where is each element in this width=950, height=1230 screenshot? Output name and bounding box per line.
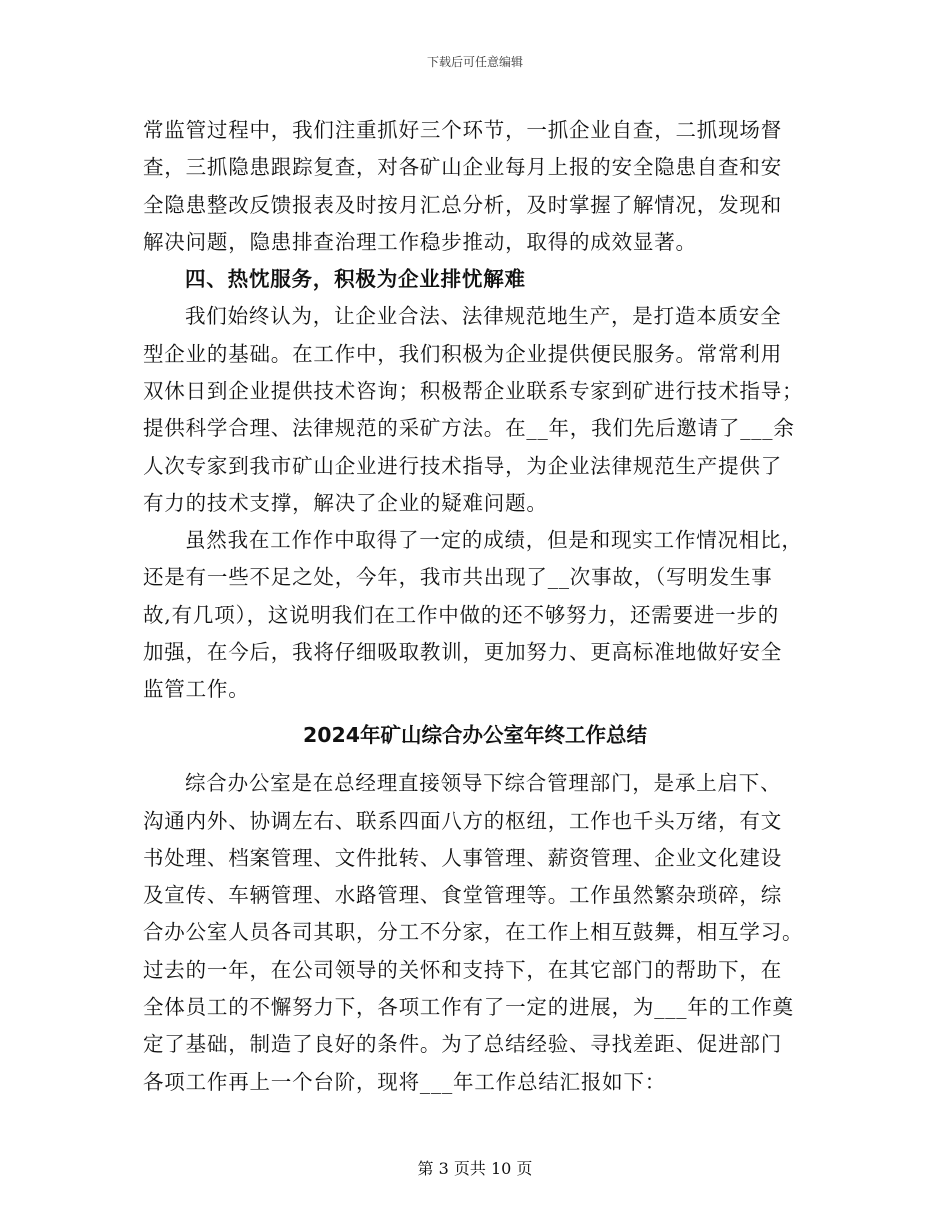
paragraph-line: 虽然我在工作作中取得了一定的成绩，但是和现实工作情况相比， [185, 528, 803, 552]
document-title: 2024年矿山综合办公室年终工作总结 [302, 723, 648, 747]
paragraph-line: 沟通内外、协调左右、联系四面八方的枢纽，工作也千头万绪，有文 [143, 809, 782, 833]
section-heading: 四、热忱服务，积极为企业排忧解难 [185, 267, 526, 291]
paragraph-line: 及宣传、车辆管理、水路管理、食堂管理等。工作虽然繁杂琐碎，综 [143, 883, 782, 907]
paragraph-line: 合办公室人员各司其职，分工不分家，在工作上相互鼓舞，相互学习。 [143, 920, 804, 944]
paragraph-line: 各项工作再上一个台阶，现将___年工作总结汇报如下： [143, 1070, 667, 1094]
paragraph-line: 解决问题，隐患排查治理工作稳步推动，取得的成效显著。 [143, 230, 697, 254]
paragraph-line: 型企业的基础。在工作中，我们积极为企业提供便民服务。常常利用 [143, 342, 782, 366]
paragraph-line: 提供科学合理、法律规范的采矿方法。在__年，我们先后邀请了___余 [143, 416, 795, 440]
paragraph-line: 常监管过程中，我们注重抓好三个环节，一抓企业自查，二抓现场督 [143, 118, 782, 142]
paragraph-line: 全体员工的不懈努力下，各项工作有了一定的进展，为___年的工作奠 [143, 995, 794, 1019]
paragraph-line: 监管工作。 [143, 677, 250, 701]
page-footer: 第 3 页共 10 页 [417, 1159, 533, 1178]
paragraph-line: 综合办公室是在总经理直接领导下综合管理部门，是承上启下、 [185, 771, 782, 795]
paragraph-line: 书处理、档案管理、文件批转、人事管理、薪资管理、企业文化建设 [143, 846, 782, 870]
paragraph-line: 双休日到企业提供技术咨询；积极帮企业联系专家到矿进行技术指导； [143, 379, 804, 403]
paragraph-line: 加强，在今后，我将仔细吸取教训，更加努力、更高标准地做好安全 [143, 640, 782, 664]
paragraph-line: 我们始终认为，让企业合法、法律规范地生产，是打造本质安全 [185, 304, 782, 328]
paragraph-line: 还是有一些不足之处，今年，我市共出现了__次事故，（写明发生事 [143, 565, 773, 589]
paragraph-line: 查，三抓隐患跟踪复查，对各矿山企业每月上报的安全隐患自查和安 [143, 155, 782, 179]
page-header: 下载后可任意编辑 [426, 55, 523, 69]
paragraph-line: 定了基础，制造了良好的条件。为了总结经验、寻找差距、促进部门 [143, 1032, 782, 1056]
paragraph-line: 有力的技术支撑，解决了企业的疑难问题。 [143, 491, 548, 515]
paragraph-line: 人次专家到我市矿山企业进行技术指导，为企业法律规范生产提供了 [143, 454, 782, 478]
paragraph-line: 故,有几项），这说明我们在工作中做的还不够努力，还需要进一步的 [143, 603, 780, 627]
paragraph-line: 过去的一年，在公司领导的关怀和支持下，在其它部门的帮助下，在 [143, 958, 782, 982]
paragraph-line: 全隐患整改反馈报表及时按月汇总分析，及时掌握了解情况，发现和 [143, 193, 782, 217]
